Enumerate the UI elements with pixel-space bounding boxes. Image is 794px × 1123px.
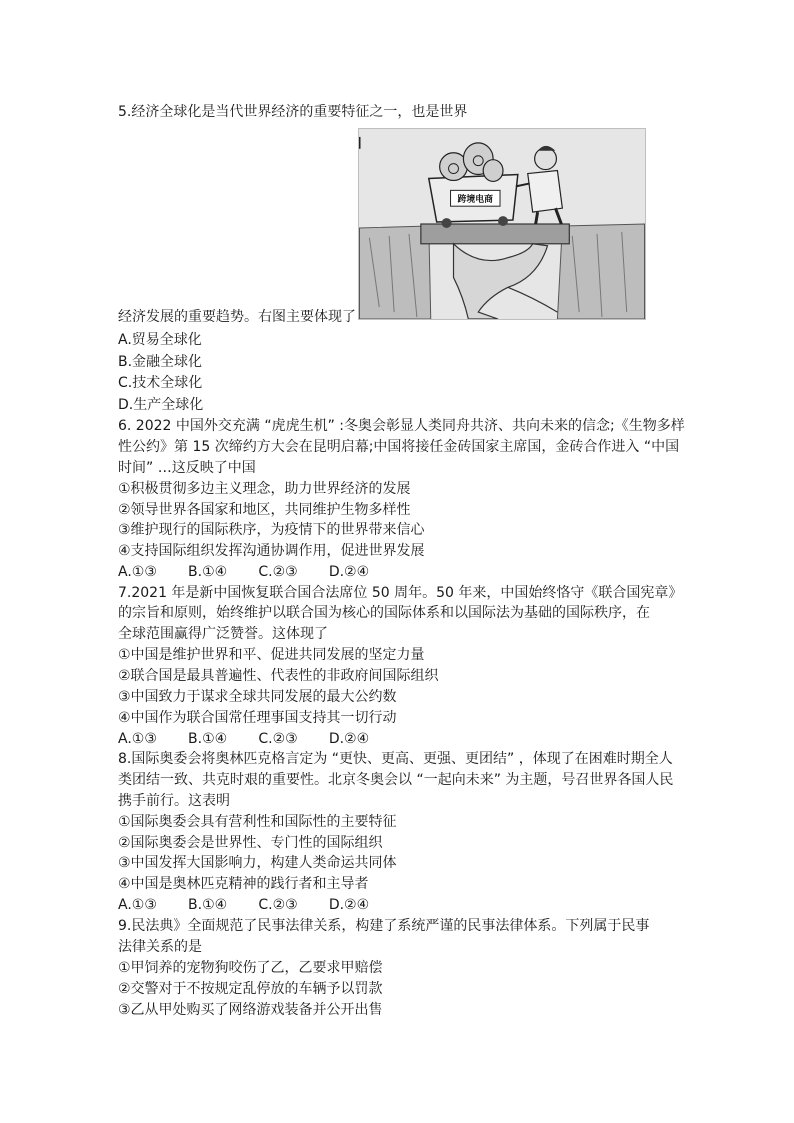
q8-statement-4: ④中国是奥林匹克精神的践行者和主导者: [118, 876, 369, 892]
q9-stem-line1: 9.民法典》全面规范了民事法律关系，构建了系统严谨的民事法律体系。下列属于民事: [118, 918, 650, 934]
q8-statement-1: ①国际奥委会具有营利性和国际性的主要特征: [118, 814, 397, 830]
q5-stem-line1: 5.经济全球化是当代世界经济的重要特征之一，也是世界: [118, 104, 468, 120]
q6-statement-4: ④支持国际组织发挥沟通协调作用，促进世界发展: [118, 543, 425, 559]
q8-statement-3: ③中国发挥大国影响力，构建人类命运共同体: [118, 855, 397, 871]
q9-statement-2: ②交警对于不按规定乱停放的车辆予以罚款: [118, 981, 383, 997]
q8-stem-line1: 8.国际奥委会将奥林匹克格言定为 “更快、更高、更强、更团结” ，体现了在困难时期全人: [118, 751, 673, 767]
q9-stem-line2: 法律关系的是: [118, 939, 202, 955]
q6-statement-2: ②领导世界各国家和地区，共同维护生物多样性: [118, 502, 411, 518]
q6-choices: A.①③ B.①④ C.②③ D.②④: [118, 564, 370, 580]
q8-stem-line2: 类团结一致、共克时艰的重要性。北京冬奥会以 “一起向未来” 为主题，号召世界各国人民: [118, 772, 674, 788]
q7-stem-line2: 的宗旨和原则，始终维护以联合国为核心的国际体系和以国际法为基础的国际秩序，在: [118, 605, 650, 621]
q7-statement-4: ④中国作为联合国常任理事国支持其一切行动: [118, 710, 397, 726]
q5-cartoon-figure: [358, 128, 646, 320]
q7-statement-2: ②联合国是最具普遍性、代表性的非政府间国际组织: [118, 668, 439, 684]
q6-statement-1: ①积极贯彻多边主义理念，助力世界经济的发展: [118, 481, 411, 497]
q6-statement-3: ③维护现行的国际秩序，为疫情下的世界带来信心: [118, 522, 425, 538]
q5-option-c: C.技术全球化: [118, 375, 203, 391]
q8-choices: A.①③ B.①④ C.②③ D.②④: [118, 897, 370, 913]
q6-stem-line1: 6. 2022 中国外交充满 “虎虎生机” :冬奥会彰显人类同舟共济、共向未来的信念;《生物多样: [118, 418, 685, 434]
q8-stem-line3: 携手前行。这表明: [118, 793, 230, 809]
q7-choices: A.①③ B.①④ C.②③ D.②④: [118, 731, 370, 747]
q5-option-a: A.贸易全球化: [118, 332, 202, 348]
q8-statement-2: ②国际奥委会是世界性、专门性的国际组织: [118, 835, 383, 851]
q7-statement-3: ③中国致力于谋求全球共同发展的最大公约数: [118, 689, 397, 705]
q5-option-b: B.金融全球化: [118, 354, 203, 370]
q7-stem-line1: 7.2021 年是新中国恢复联合国合法席位 50 周年。50 年来，中国始终恪守《联合国宪章》: [118, 585, 683, 601]
cart-label: 跨境电商: [457, 195, 494, 206]
q5-option-d: D.生产全球化: [118, 397, 204, 413]
q5-stem-line2: 经济发展的重要趋势。右图主要体现了: [118, 309, 356, 325]
q6-stem-line2: 性公约》第 15 次缔约方大会在昆明启幕;中国将接任金砖国家主席国，金砖合作进入 “中国: [118, 439, 680, 455]
q7-statement-1: ①中国是维护世界和平、促进共同发展的坚定力量: [118, 647, 425, 663]
cross-border-ecommerce-cartoon: [359, 129, 645, 319]
q9-statement-1: ①甲饲养的宠物狗咬伤了乙，乙要求甲赔偿: [118, 960, 383, 976]
q7-stem-line3: 全球范围赢得广泛赞誉。这体现了: [118, 626, 328, 642]
q9-statement-3: ③乙从甲处购买了网络游戏装备并公开出售: [118, 1002, 383, 1018]
q6-stem-line3: 时间” …这反映了中国: [118, 460, 256, 476]
